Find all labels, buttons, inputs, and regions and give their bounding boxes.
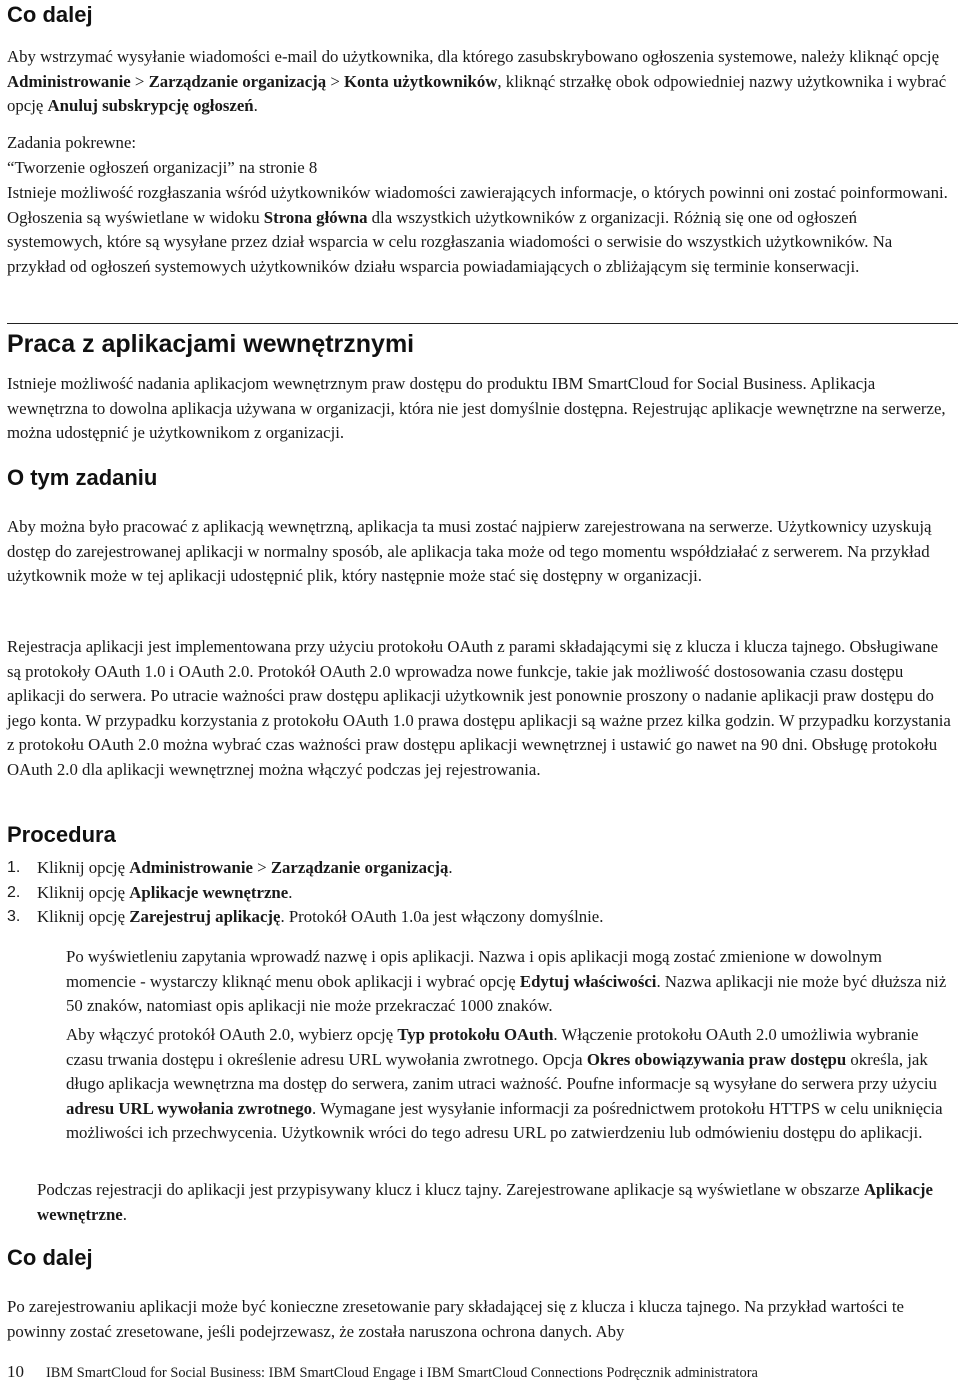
paragraph bbox=[7, 635, 955, 783]
step-text bbox=[37, 858, 453, 877]
text-run: Aby można było pracować z aplikacją wewnętrzną, aplikacja ta musi zostać najpierw zarejestrowana na serwerze. Użytkownicy uzyskują dostęp do zarejestrowanej aplikacji w normalny sposób, ale aplikacja taka może od tego momentu współdziałać z serwerem. Na przykład użytkownik może w tej aplikacji udostępnić plik, który następnie może stać się dostępny w organizacji. bbox=[7, 517, 932, 586]
text-run: Aby wstrzymać wysyłanie wiadomości e-mail do użytkownika, dla którego zasubskrybowano ogłoszenia systemowe, należy kliknąć opcję bbox=[7, 47, 940, 66]
related-tasks-colon: : bbox=[131, 133, 137, 152]
step-text bbox=[37, 907, 603, 926]
ui-term: Zarejestruj aplikację bbox=[129, 907, 281, 927]
text-run: , kliknąć strzałkę obok odpowiedniej nazwy użytkownika i wybrać opcję bbox=[7, 71, 947, 116]
ui-term: Edytuj właściwości bbox=[519, 971, 657, 991]
text-run: . Nazwa aplikacji nie może być dłuższa niż 50 znaków, natomiast opis aplikacji nie może przekraczać 1000 znaków. bbox=[66, 971, 947, 1016]
step-text bbox=[37, 883, 292, 902]
step-detail bbox=[66, 945, 956, 1019]
step-detail bbox=[66, 1023, 956, 1146]
ui-term: Aplikacje wewnętrzne bbox=[37, 1180, 933, 1224]
text-run: dla wszystkich użytkowników z organizacji. Różnią się one od ogłoszeń systemowych, które są wysyłane przez dział wsparcia w celu rozgłaszania wiadomości o serwisie do wszystkich użytkowników. Na przykład od ogłoszeń systemowych użytkowników działu wsparcia powiadamiających o zbliżającym się terminie konserwacji. bbox=[7, 207, 893, 276]
text-run: > bbox=[252, 858, 271, 877]
page-footer bbox=[7, 1362, 955, 1382]
related-task-description bbox=[7, 181, 955, 279]
text-run: . Włączenie protokołu OAuth 2.0 umożliwia wybranie czasu trwania dostępu i określenie adresu URL wywołania zwrotnego. Opcja bbox=[66, 1025, 919, 1069]
procedure-step bbox=[7, 881, 955, 906]
text-run: . Wymagane jest wysyłanie informacji za pośrednictwem protokołu HTTPS w celu uniknięcia możliwości ich przechwycenia. Użytkownik wróci do tego adresu URL po zatwierdzeniu lub odmówieniu dostępu do aplikacji. bbox=[66, 1098, 943, 1143]
paragraph bbox=[7, 515, 955, 589]
paragraph bbox=[7, 372, 955, 446]
ui-term: adresu URL wywołania zwrotnego bbox=[66, 1098, 312, 1118]
paragraph bbox=[7, 1295, 955, 1344]
ui-term: Administrowanie bbox=[129, 858, 253, 877]
procedure-step bbox=[7, 856, 955, 881]
related-tasks-label bbox=[7, 131, 955, 156]
section-heading-co-dalej-2: Co dalej bbox=[7, 1245, 93, 1270]
ui-term: Zarządzanie organizacją bbox=[270, 858, 449, 877]
text-run: Kliknij opcję bbox=[37, 882, 130, 902]
procedure-step bbox=[7, 905, 955, 930]
text-run: . bbox=[253, 96, 258, 116]
text-run: . bbox=[288, 882, 293, 902]
step-number: 3. bbox=[7, 908, 21, 926]
ui-term: Zarządzanie organizacją bbox=[148, 71, 327, 91]
page-number: 10 bbox=[7, 1362, 24, 1381]
page-title: Praca z aplikacjami wewnętrznymi bbox=[7, 330, 415, 358]
related-task-link-text[interactable]: “Tworzenie ogłoszeń organizacji” na stronie 8 bbox=[7, 158, 318, 177]
related-task-link[interactable] bbox=[7, 156, 955, 181]
section-heading-o-tym-zadaniu: O tym zadaniu bbox=[7, 465, 158, 490]
ui-term: Administrowanie bbox=[7, 71, 131, 91]
text-run: Kliknij opcję bbox=[37, 907, 130, 927]
ui-term: Konta użytkowników bbox=[344, 71, 498, 91]
text-run: Kliknij opcję bbox=[37, 858, 130, 877]
text-run: Aby włączyć protokół OAuth 2.0, wybierz opcję bbox=[66, 1025, 398, 1044]
text-run: Po zarejestrowaniu aplikacji może być konieczne zresetowanie pary składającej się z klucza i klucza tajnego. Na przykład wartości te powinny zostać zresetowane, jeśli podejrzewasz, że została naruszona ochrona danych. Aby bbox=[7, 1297, 904, 1341]
text-run: . bbox=[122, 1204, 127, 1224]
ui-term: Strona główna bbox=[263, 207, 368, 227]
text-run: . Protokół OAuth 1.0a jest włączony domyślnie. bbox=[280, 907, 604, 927]
section-heading-procedura: Procedura bbox=[7, 822, 116, 847]
ui-term: Okres obowiązywania praw dostępu bbox=[586, 1049, 847, 1069]
ui-term: Anuluj subskrypcję ogłoszeń bbox=[47, 96, 254, 116]
step-number: 2. bbox=[7, 883, 21, 901]
ui-term: Typ protokołu OAuth bbox=[397, 1025, 554, 1044]
text-run: > bbox=[326, 71, 344, 91]
procedure-result bbox=[37, 1178, 955, 1227]
text-run: Rejestracja aplikacji jest implementowana przy użyciu protokołu OAuth z parami składającymi się z klucza i klucza tajnego. Obsługiwane są protokoły OAuth 1.0 i OAuth 2.0. Protokół OAuth 2.0 wprowadza nowe funkcje, takie jak możliwość dostosowania czasu dostępu aplikacji do serwera. Po utracie ważności praw dostępu aplikacji użytkownik jest ponownie proszony o nadanie aplikacji praw dostępu do jego konta. W przypadku korzystania z protokołu OAuth 1.0 prawa dostępu aplikacji są ważne przez kilka godzin. W przypadku korzystania z protokołu OAuth 2.0 można wybrać czas ważności praw dostępu aplikacji wewnętrznej i ustawić go nawet na 90 dni. Obsługę protokołu OAuth 2.0 dla aplikacji wewnętrznej można włączyć podczas jej rejestrowania. bbox=[7, 637, 951, 779]
ui-term: Aplikacje wewnętrzne bbox=[129, 882, 289, 902]
section-heading-co-dalej: Co dalej bbox=[7, 2, 93, 27]
text-run: Istnieje możliwość rozgłaszania wśród użytkowników wiadomości zawierających informacje, o których powinni oni zostać poinformowani. Ogłoszenia są wyświetlane w widoku bbox=[7, 183, 948, 227]
step-number: 1. bbox=[7, 859, 21, 876]
paragraph bbox=[7, 45, 955, 119]
related-tasks-label-text: Zadania pokrewne bbox=[7, 133, 132, 152]
text-run: Podczas rejestracji do aplikacji jest przypisywany klucz i klucz tajny. Zarejestrowane aplikacje są wyświetlane w obszarze bbox=[37, 1180, 864, 1199]
text-run: . bbox=[448, 858, 453, 877]
text-run: Po wyświetleniu zapytania wprowadź nazwę i opis aplikacji. Nazwa i opis aplikacji mogą zostać zmienione w dowolnym momencie - wystarczy kliknąć menu obok aplikacji i wybrać opcję bbox=[66, 947, 882, 991]
text-run: Istnieje możliwość nadania aplikacjom wewnętrznym praw dostępu do produktu IBM SmartCloud for Social Business. Aplikacja wewnętrzna to dowolna aplikacja używana w organizacji, która nie jest domyślnie dostępna. Rejestrując aplikacje wewnętrzne na serwerze, można udostępnić je użytkownikom z organizacji. bbox=[7, 374, 946, 443]
footer-text: IBM SmartCloud for Social Business: IBM SmartCloud Engage i IBM SmartCloud Connections Podręcznik administratora bbox=[46, 1365, 758, 1381]
procedure-steps bbox=[7, 856, 955, 930]
section-divider bbox=[7, 323, 958, 324]
text-run: określa, jak długo aplikacja wewnętrzna ma dostęp do serwera, zanim utraci ważność. Poufne informacje są wysyłane do serwera przy użyciu bbox=[66, 1049, 937, 1094]
text-run: > bbox=[130, 71, 149, 91]
